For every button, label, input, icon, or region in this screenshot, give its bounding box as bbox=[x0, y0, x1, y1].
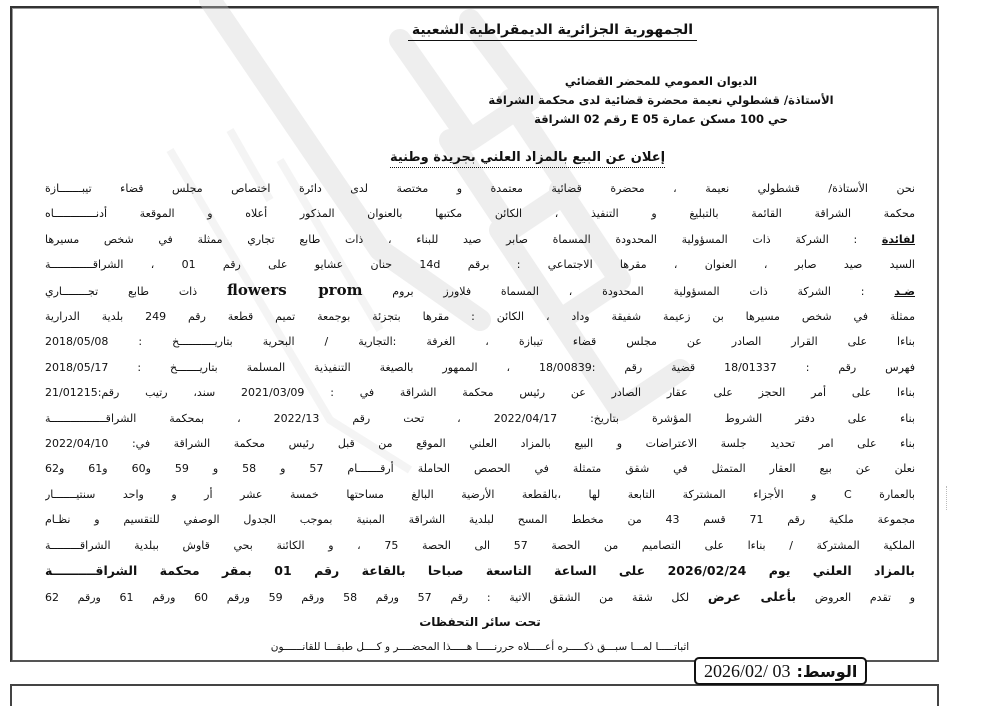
highest-bid-text: بأعلى عرض bbox=[707, 588, 797, 604]
body-line-text: : الشركة ذات المسؤولية المحدودة المسماة صابر صيد للبناء ، ذات طابع تجاري ممثلة في شخص مسيرها bbox=[45, 232, 858, 246]
reservation-line: تحت سائر التحفظات bbox=[419, 614, 541, 629]
office-line-2: الأستاذة/ قشطولي نعيمة محضرة قضائية لدى محكمة الشراقة bbox=[488, 93, 834, 107]
body-line: بناءا على القرار الصادر عن مجلس قضاء تيبازة ، الغرفة :التجارية / البحرية بتاريـــــــــــخ : 2018/05/08 bbox=[45, 335, 915, 349]
country-header-text: الجمهورية الجزائرية الديمقراطية الشعبية bbox=[408, 22, 697, 41]
body-line: نعلن عن بيع العقار المتمثل في شقق متمثلة في الحصص الحاملة أرقـــــــام 57 و 58 و 59 و60 و61 و62 bbox=[45, 462, 915, 476]
body-line: بناءا على أمر الحجز على عقار الصادر عن رئيس محكمة الشراقة في : 2021/03/09 سند، رتيب رقم:21/01215 bbox=[45, 386, 915, 400]
body-line-text: : الشركة ذات المسؤولية المحدودة ، المسماة فلاورز بروم bbox=[392, 284, 865, 298]
body-line bbox=[45, 278, 915, 304]
publication-badge bbox=[694, 657, 867, 685]
body-line: السيد صيد صابر ، العنوان ، مقرها الاجتماعي : برقم 14d حنان عشايو على رقم 01 ، الشراقـــــــــــــة bbox=[45, 258, 915, 272]
body-line-text: و تقدم العروض bbox=[814, 590, 915, 604]
body-line-text-after: ذات طابع تجــــــــاري bbox=[45, 284, 198, 298]
office-line-3: حي 100 مسكن عمارة E 05 رقم 02 الشراقة bbox=[534, 112, 788, 126]
body-line: بناء على دفتر الشروط المؤشرة بتاريخ: 2022/04/17 ، تحت رقم 2022/13 ، بمحكمة الشراقـــــــــــــــــة bbox=[45, 411, 915, 425]
body-line: نحن الأستاذة/ قشطولي نعيمة ، محضرة قضائية معتمدة و مختصة لدى دائرة اختصاص مجلس قضاء تيبـــــــازة bbox=[45, 182, 915, 195]
against-label: ضـد bbox=[894, 284, 915, 298]
body-line bbox=[45, 227, 915, 252]
body-line-text-after: لكل شقة من الشقق الاتية : رقم 57 ورقم 58 ورقم 59 ورقم 60 ورقم 61 ورقم 62 bbox=[45, 590, 690, 604]
company-latin-name: flowers prom bbox=[226, 280, 363, 299]
office-line-1: الديوان العمومي للمحضر القضائي bbox=[564, 74, 758, 88]
notice-body bbox=[45, 176, 915, 661]
auction-date-line: بالمزاد العلني يوم 2026/02/24 على الساعة التاسعة صباحا بالقاعة رقم 01 بمقر محكمة الشراقــــــــــة bbox=[45, 563, 915, 579]
body-line: محكمة الشراقة القائمة بالتبليغ و التنفيذ ، الكائن مكتبها بالعنوان المذكور أعلاه و الموقعة أدنـــــــــــــاه bbox=[45, 207, 915, 221]
next-document-frame bbox=[10, 684, 939, 706]
margin-mark bbox=[946, 486, 949, 510]
body-line bbox=[45, 584, 915, 610]
body-line: الملكية المشتركة / بناءا على التصاميم من الحصة 57 الى الحصة 75 ، و الكائنة بحي قاوش ببلدية الشراقـــــــــة bbox=[45, 538, 915, 552]
country-header bbox=[10, 22, 935, 38]
publication-date: 2026/02/ 03 bbox=[704, 660, 791, 681]
body-line: بالعمارة C و الأجزاء المشتركة التابعة لها ،بالقطعة الأرضية البالغ مساحتها خمسة عشر أر و واحد سنتيـــــــار bbox=[45, 487, 915, 501]
newspaper-label: الوسط: bbox=[796, 661, 858, 681]
body-line: فهرس رقم : 18/01337 قضية رقم :18/00839 ، الممهور بالصيغة التنفيذية المسلمة بتاريـــــــخ : 2018/05/17 bbox=[45, 360, 915, 374]
notice-title-text: إعلان عن البيع بالمزاد العلني بجريدة وطنية bbox=[390, 150, 665, 168]
body-line: ممثلة في شخص مسيرها بن زعيمة شفيقة وداد ، الكائن : مقرها بتجزئة بوجمعة تميم قطعة رقم 249 بلدية الدرارية bbox=[45, 310, 915, 324]
notice-title bbox=[10, 150, 935, 165]
closing-line: اثباتـــــا لمـــا سبـــق ذكـــــره أعـــــلاه حررنـــــا هـــــذا المحضــــر و كــــل طبقـــا للقانــــــون bbox=[270, 641, 690, 654]
body-line: بناء على امر تحديد جلسة الاعتراضات و البيع بالمزاد العلني الموقع من قبل رئيس محكمة الشراقة في: 2022/04/10 bbox=[45, 437, 915, 451]
body-line: مجموعة ملكية رقم 71 قسم 43 من مخطط المسح لبلدية الشراقة المبنية بموجب الجدول الوصفي للتقسيم و نظـام bbox=[45, 513, 915, 527]
document-content bbox=[10, 6, 935, 658]
beneficiary-label: لفائدة bbox=[881, 232, 915, 246]
bailiff-office-block bbox=[401, 72, 921, 129]
